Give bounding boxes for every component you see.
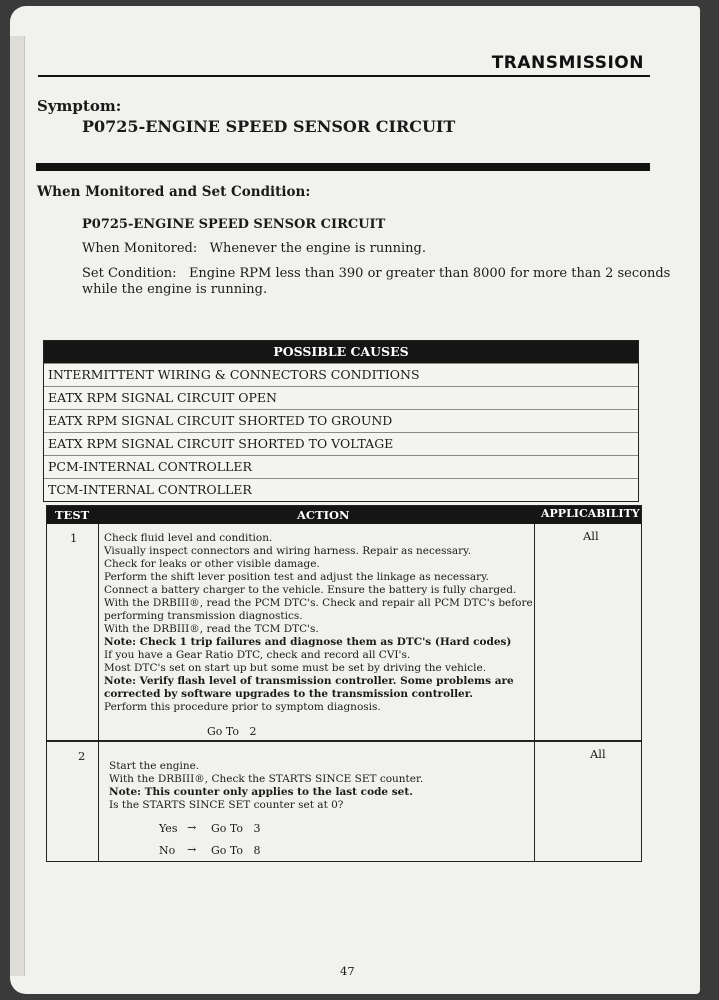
monitor-heading: When Monitored and Set Condition: xyxy=(37,184,311,200)
applicability-value: All xyxy=(583,529,599,543)
set-condition-text-cont: while the engine is running. xyxy=(82,282,268,297)
col-applicability-header: APPLICABILITY xyxy=(541,507,640,520)
header-rule xyxy=(38,75,650,77)
manual-page xyxy=(10,6,700,994)
cause-item: INTERMITTENT WIRING & CONNECTORS CONDITIONS xyxy=(44,363,638,386)
action-line: With the DRBIII®, Check the STARTS SINCE SET counter. xyxy=(109,773,424,785)
action-line: Perform the shift lever position test and adjust the linkage as necessary. xyxy=(104,571,489,583)
test-number: 1 xyxy=(70,531,78,545)
test-action-table xyxy=(46,505,642,862)
action-note: Note: This counter only applies to the last code set. xyxy=(109,786,413,798)
action-line: Visually inspect connectors and wiring harness. Repair as necessary. xyxy=(104,545,472,557)
column-divider xyxy=(98,524,99,861)
symptom-title: P0725-ENGINE SPEED SENSOR CIRCUIT xyxy=(82,117,456,136)
action-line: Start the engine. xyxy=(109,760,200,772)
test-table-header xyxy=(47,506,641,524)
symptom-label: Symptom: xyxy=(37,97,122,115)
action-line: performing transmission diagnostics. xyxy=(104,610,303,622)
arrow-right-icon: → xyxy=(187,843,197,856)
monitor-title: P0725-ENGINE SPEED SENSOR CIRCUIT xyxy=(82,217,386,232)
section-header: TRANSMISSION xyxy=(491,53,644,73)
cause-item: EATX RPM SIGNAL CIRCUIT SHORTED TO GROUND xyxy=(44,409,638,432)
goto-step: Go To 2 xyxy=(207,725,257,738)
action-line: Perform this procedure prior to symptom diagnosis. xyxy=(104,701,381,713)
possible-causes-table xyxy=(43,340,639,502)
cause-item: EATX RPM SIGNAL CIRCUIT SHORTED TO VOLTAGE xyxy=(44,432,638,455)
cause-item: PCM-INTERNAL CONTROLLER xyxy=(44,455,638,478)
set-condition-text: Set Condition: Engine RPM less than 390 or greater than 8000 for more than 2 seconds xyxy=(82,266,671,281)
action-line: Most DTC's set on start up but some must be set by driving the vehicle. xyxy=(104,662,487,674)
when-monitored-text: When Monitored: Whenever the engine is running. xyxy=(82,241,426,256)
col-test-header: TEST xyxy=(55,508,90,522)
no-label: No xyxy=(159,844,176,857)
action-line: With the DRBIII®, read the PCM DTC's. Check and repair all PCM DTC's before xyxy=(104,597,533,609)
action-line: With the DRBIII®, read the TCM DTC's. xyxy=(104,623,319,635)
applicability-value: All xyxy=(590,747,606,761)
action-line: If you have a Gear Ratio DTC, check and record all CVI's. xyxy=(104,649,411,661)
no-goto: Go To 8 xyxy=(211,844,261,857)
yes-goto: Go To 3 xyxy=(211,822,261,835)
cause-item: EATX RPM SIGNAL CIRCUIT OPEN xyxy=(44,386,638,409)
yes-label: Yes xyxy=(159,822,178,835)
cause-item: TCM-INTERNAL CONTROLLER xyxy=(44,478,638,501)
action-note: corrected by software upgrades to the transmission controller. xyxy=(104,688,473,700)
row-divider xyxy=(47,740,641,742)
action-line: Is the STARTS SINCE SET counter set at 0? xyxy=(109,799,344,811)
column-divider xyxy=(534,524,535,861)
arrow-right-icon: → xyxy=(187,821,197,834)
action-note: Note: Check 1 trip failures and diagnose them as DTC's (Hard codes) xyxy=(104,636,512,648)
action-line: Connect a battery charger to the vehicle. Ensure the battery is fully charged. xyxy=(104,584,517,596)
action-note: Note: Verify flash level of transmission controller. Some problems are xyxy=(104,675,514,687)
page-binding-edge xyxy=(10,36,25,976)
action-line: Check for leaks or other visible damage. xyxy=(104,558,320,570)
action-line: Check fluid level and condition. xyxy=(104,532,273,544)
divider-bar xyxy=(36,163,650,171)
test-number: 2 xyxy=(78,749,86,763)
page-number: 47 xyxy=(340,964,355,978)
col-action-header: ACTION xyxy=(297,508,350,522)
possible-causes-header: POSSIBLE CAUSES xyxy=(44,341,638,363)
